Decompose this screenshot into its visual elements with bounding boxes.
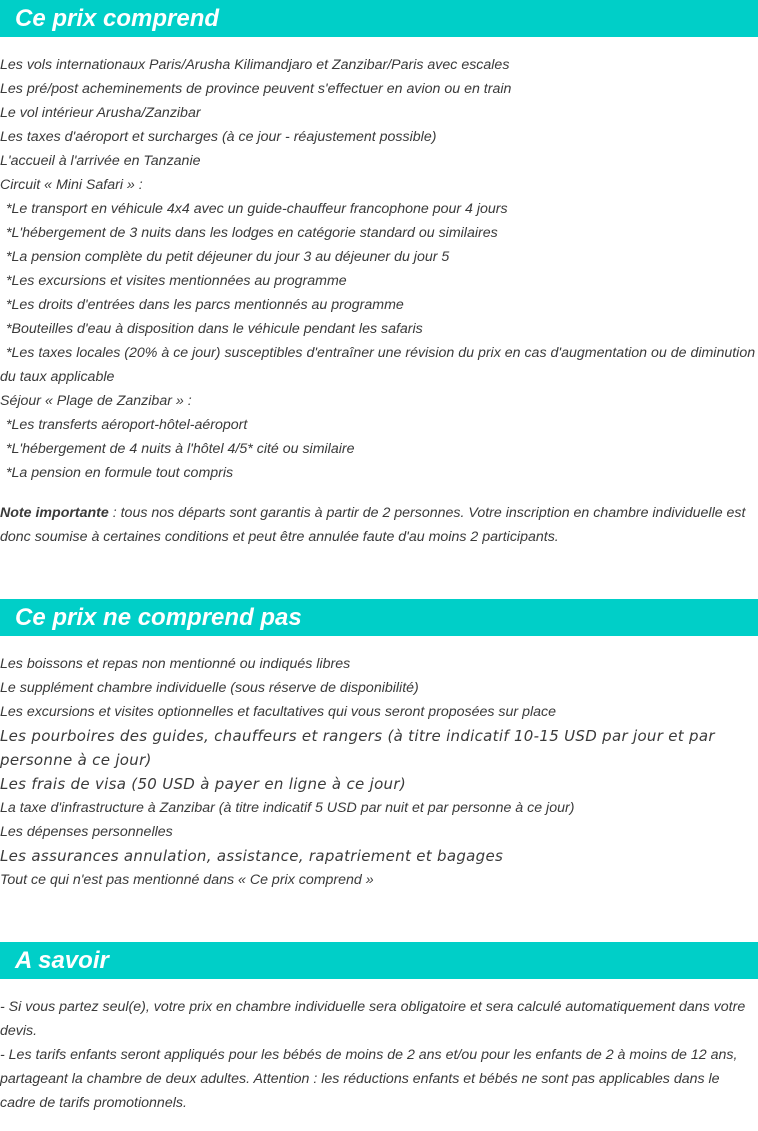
list-item: *Les droits d'entrées dans les parcs mentionnés au programme [6,297,404,313]
list-item: Séjour « Plage de Zanzibar » : [0,393,192,409]
list-item: Les pré/post acheminements de province peuvent s'effectuer en avion ou en train [0,81,512,97]
section-title-excluded: Ce prix ne comprend pas [0,599,758,636]
list-item: *L'hébergement de 3 nuits dans les lodges en catégorie standard ou similaires [6,225,498,241]
important-note-label: Note importante [0,505,109,521]
list-item: Les excursions et visites optionnelles et facultatives qui vous seront proposées sur place [0,704,556,720]
important-note [0,501,758,549]
list-item: - Si vous partez seul(e), votre prix en chambre individuelle sera obligatoire et sera calculé automatiquement dans votre devis. [0,999,746,1039]
list-item: Circuit « Mini Safari » : [0,177,143,193]
list-item: Les dépenses personnelles [0,824,173,840]
list-item: La taxe d'infrastructure à Zanzibar (à titre indicatif 5 USD par nuit et par personne à ce jour) [0,800,575,816]
list-item: *Les excursions et visites mentionnées au programme [6,273,347,289]
list-item: *Le transport en véhicule 4x4 avec un guide-chauffeur francophone pour 4 jours [6,201,508,217]
list-item: Le vol intérieur Arusha/Zanzibar [0,105,201,121]
list-item: *La pension complète du petit déjeuner du jour 3 au déjeuner du jour 5 [6,249,450,265]
list-item: - Les tarifs enfants seront appliqués pour les bébés de moins de 2 ans et/ou pour les enfants de 2 à moins de 12 ans, partageant la chambre de deux adultes. Attention : les réductions enfants et bébés ne sont pas applicables dans le cadre de tarifs promotionnels. [0,1047,738,1111]
list-item: Le supplément chambre individuelle (sous réserve de disponibilité) [0,680,419,696]
list-item: Les vols internationaux Paris/Arusha Kilimandjaro et Zanzibar/Paris avec escales [0,57,510,73]
list-item: *Bouteilles d'eau à disposition dans le véhicule pendant les safaris [6,321,423,337]
list-item: *Les transferts aéroport-hôtel-aéroport [6,417,248,433]
important-note-text: : tous nos départs sont garantis à partir de 2 personnes. Votre inscription en chambre individuelle est donc soumise à certaines conditions et peut être annulée faute d'au moins 2 participants. [0,505,746,545]
list-item: *La pension en formule tout compris [6,465,234,481]
list-item: Les taxes d'aéroport et surcharges (à ce jour - réajustement possible) [0,129,437,145]
list-item: L'accueil à l'arrivée en Tanzanie [0,153,201,169]
list-item: Les assurances annulation, assistance, rapatriement et bagages [0,847,504,865]
list-item: Les pourboires des guides, chauffeurs et rangers (à titre indicatif 10-15 USD par jour et par personne à ce jour) [0,727,715,769]
list-item: *Les taxes locales (20% à ce jour) susceptibles d'entraîner une révision du prix en cas d'augmentation ou de diminution du taux applicable [0,345,756,385]
included-list [0,53,758,485]
list-item: Tout ce qui n'est pas mentionné dans « Ce prix comprend » [0,872,374,888]
list-item: Les boissons et repas non mentionné ou indiqués libres [0,656,351,672]
list-item: Les frais de visa (50 USD à payer en ligne à ce jour) [0,775,406,793]
section-title-info: A savoir [0,942,758,979]
info-list [0,995,758,1115]
excluded-list [0,652,758,892]
section-title-included: Ce prix comprend [0,0,758,37]
list-item: *L'hébergement de 4 nuits à l'hôtel 4/5* cité ou similaire [6,441,355,457]
